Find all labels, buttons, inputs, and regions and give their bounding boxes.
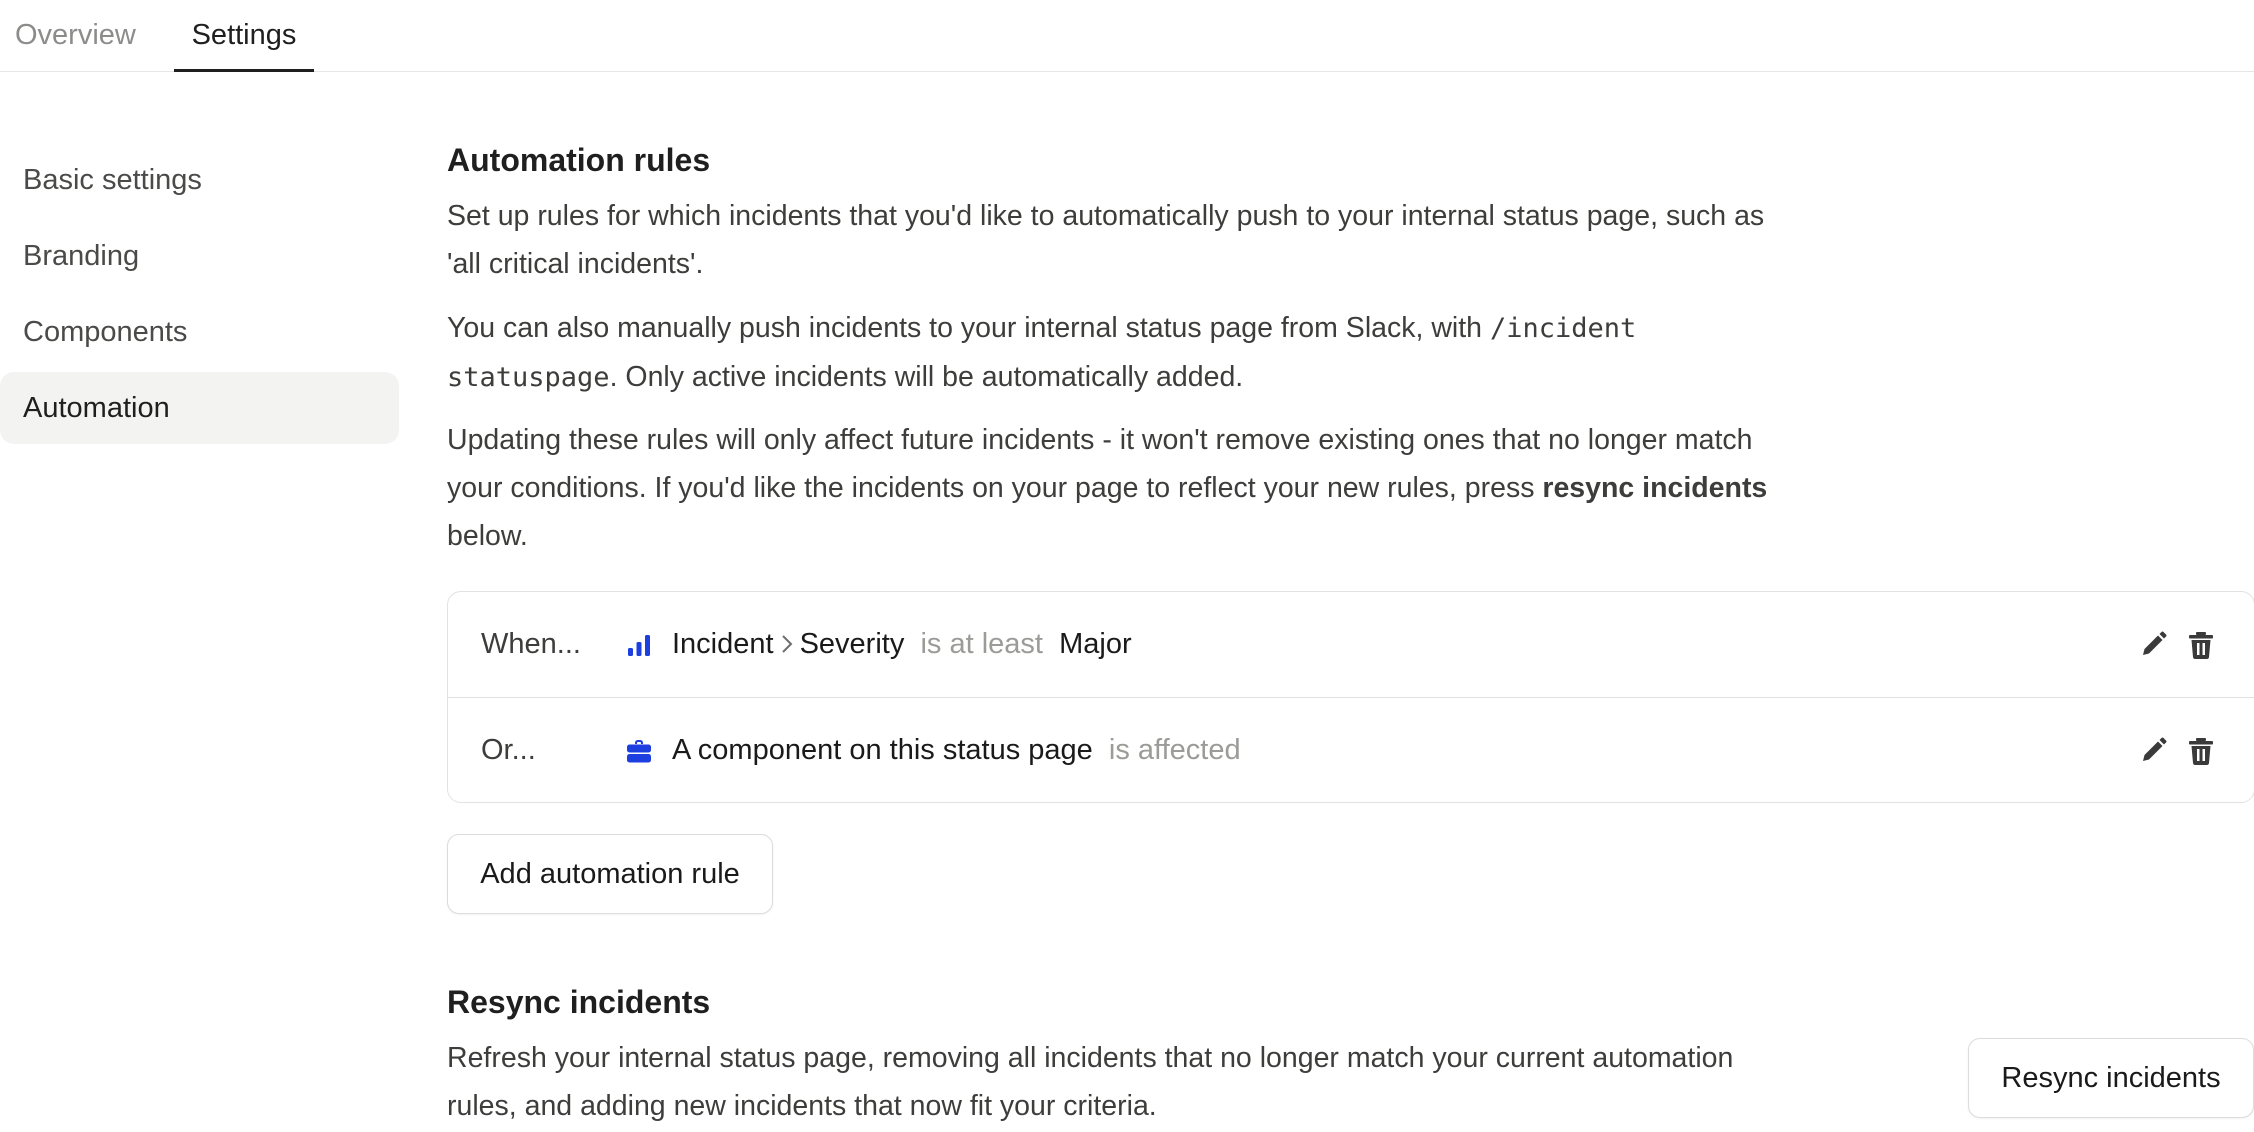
automation-rules-heading: Automation rules [447,142,711,178]
pencil-icon[interactable] [2138,736,2168,766]
severity-bars-icon [626,632,652,658]
update-rules-suffix: below. [447,520,528,552]
resync-description: Refresh your internal status page, removing all incidents that no longer match your current automation rules, and adding new incidents that now fit your criteria. [447,1042,1734,1122]
update-rules-text [447,416,1797,560]
top-tab-bar [0,0,2254,72]
trash-icon[interactable] [2186,736,2216,766]
sidebar-item-automation[interactable]: Automation [0,372,399,444]
rule-prefix: Or... [481,734,536,766]
add-automation-rule-button[interactable]: Add automation rule [447,834,773,914]
tab-settings[interactable]: Settings [174,0,314,72]
automation-rule-row [448,592,2254,697]
rule-condition [672,592,1132,697]
automation-rule-row [448,697,2254,802]
sidebar-item-basic-settings[interactable]: Basic settings [23,164,202,196]
automation-rules-list [447,591,2254,803]
slack-command: /incident statuspage [447,313,1637,393]
update-rules-prefix: Updating these rules will only affect future incidents - it won't remove existing ones that no longer match your conditions. If you'd like the incidents on your page to reflect your new rules, press [447,424,1753,504]
chevron-right-icon [774,592,800,697]
rule-operator: is at least [920,628,1043,660]
automation-intro-text: Set up rules for which incidents that you'd like to automatically push to your internal status page, such as 'all critical incidents'. [447,200,1765,280]
sidebar-item-components[interactable]: Components [23,316,188,348]
tab-overview[interactable]: Overview [15,19,136,51]
rule-subject: Incident [672,628,774,660]
manual-push-prefix: You can also manually push incidents to your internal status page from Slack, with [447,312,1490,344]
rule-prefix: When... [481,628,581,660]
resync-emphasis: resync incidents [1542,472,1768,504]
manual-push-suffix: . Only active incidents will be automatically added. [609,361,1244,393]
resync-incidents-button[interactable]: Resync incidents [1968,1038,2254,1118]
briefcase-icon [626,738,652,764]
rule-field: Severity [799,628,905,660]
sidebar-item-branding[interactable]: Branding [23,240,140,272]
rule-value: Major [1059,628,1132,660]
pencil-icon[interactable] [2138,630,2168,660]
resync-incidents-heading: Resync incidents [447,984,711,1020]
trash-icon[interactable] [2186,630,2216,660]
manual-push-text [447,304,1797,402]
rule-operator: is affected [1108,734,1241,766]
rule-condition [672,698,1241,803]
rule-subject: A component on this status page [672,734,1093,766]
